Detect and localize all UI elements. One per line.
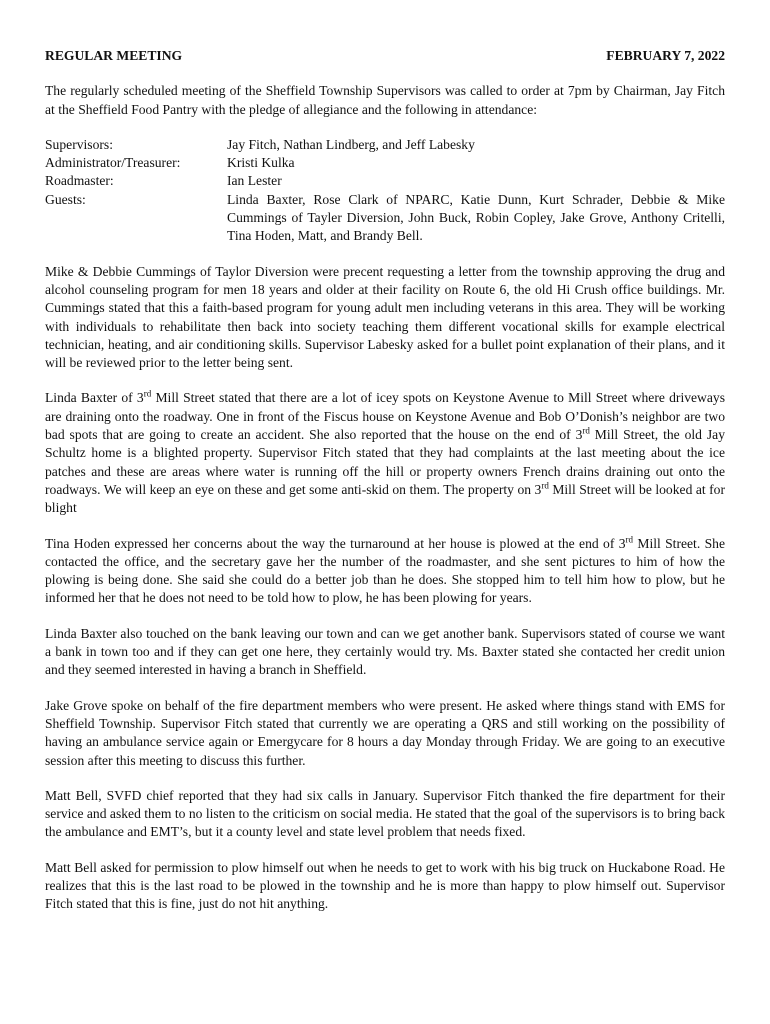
attendance-label: Supervisors:: [45, 136, 113, 152]
meeting-title: REGULAR MEETING: [45, 48, 183, 63]
attendance-list: [45, 136, 725, 246]
document-page: [45, 47, 725, 931]
ordinal-suffix: rd: [625, 534, 633, 544]
paragraph-svfd-report: Matt Bell, SVFD chief reported that they had six calls in January. Supervisor Fitch thanked the fire department for their service and asked them to no listen to the criticism on social media. He stated that the goal of the supervisors is to bring back the ambulance and EMT’s, but it a county level and state level problem that needs fixed.: [45, 787, 725, 840]
paragraph-plow-permission: Matt Bell asked for permission to plow himself out when he needs to get to work with his big truck on Huckabone Road. He realizes that this is the last road to be plowed in the township and he is more than happy to plow himself out. Supervisor Fitch stated that this is fine, just do not hit anything.: [45, 859, 725, 912]
text-segment: Mill Street stated that there are a lot of icey spots on Keystone Avenue to Mill Street where driveways are draining onto the roadway. One in front of the Fiscus house on Keystone Avenue and Bob O’Donish’s neighbor are two bad spots that are going to create an accident. She also reported that the house on the end of 3: [45, 390, 725, 443]
text-segment: Mill Street, the old Jay Schultz home is a blighted property. Supervisor Fitch stated that they had complaints at the last meeting about the ice patches and these are areas where water is running off the hill or property owners French drains draining out onto the roadways. We will keep an eye on these and get some anti-skid on them. The property on 3: [45, 427, 725, 497]
meeting-date: FEBRUARY 7, 2022: [606, 48, 725, 63]
attendance-row-supervisors: [45, 136, 725, 154]
paragraph-ems: Jake Grove spoke on behalf of the fire department members who were present. He asked where things stand with EMS for Sheffield Township. Supervisor Fitch stated that currently we are operating a QRS and still working on the possibility of having an ambulance service again or Emergycare for 8 hours a day Monday through Friday. We are going to an executive session after this meeting to discuss this further.: [45, 697, 725, 768]
attendance-label: Guests:: [45, 191, 86, 207]
attendance-row-administrator: [45, 154, 725, 172]
attendance-row-guests: [45, 191, 725, 246]
text-segment: Mill Street will be looked at for blight: [45, 481, 725, 516]
ordinal-suffix: rd: [582, 425, 590, 436]
paragraph-taylor-diversion: Mike & Debbie Cummings of Taylor Diversion were precent requesting a letter from the township approving the drug and alcohol counseling program for men 18 years and older at their facility on Route 6, the old Hi Crush office buildings. Mr. Cummings stated that this a faith-based program for young adult men including veterans in this area. They will be working with individuals to rehabilitate then back into society teaching them different vocational skills for example electrical technician, heating, and air conditioning skills. Supervisor Labesky asked for a bullet point explanation of their plans, and it will be reviewed prior to the letter being sent.: [45, 263, 725, 371]
text-segment: Mill Street. She contacted the office, and the secretary gave her the number of the roadmaster, and she sent pictures to him of how the plowing is being done. She said she could do a better job than he does. She stopped him to tell him how to plow, but he informed her that he does not need to be told how to plow, he has been plowing for years.: [45, 535, 725, 606]
paragraph-icy-spots: [45, 389, 725, 517]
intro-paragraph: The regularly scheduled meeting of the Sheffield Township Supervisors was called to order at 7pm by Chairman, Jay Fitch at the Sheffield Food Pantry with the pledge of allegiance and the following in attendance:: [45, 83, 725, 117]
attendance-label: Administrator/Treasurer:: [45, 155, 181, 171]
attendance-value: Kristi Kulka: [227, 155, 295, 171]
attendance-label: Roadmaster:: [45, 173, 114, 189]
attendance-value: Linda Baxter, Rose Clark of NPARC, Katie Dunn, Kurt Schrader, Debbie & Mike Cummings of Tayler Diversion, John Buck, Robin Copley, Jake Grove, Anthony Critelli, Tina Hoden, Matt, and Brandy Bell.: [227, 191, 725, 244]
paragraph-bank: Linda Baxter also touched on the bank leaving our town and can we get another bank. Supervisors stated of course we want a bank in town too and if they can get one here, they certainly would try. Ms. Baxter stated she contacted her credit union and they seemed interested in having a branch in Sheffield.: [45, 625, 725, 678]
attendance-value: Jay Fitch, Nathan Lindberg, and Jeff Labesky: [227, 136, 475, 152]
ordinal-suffix: rd: [541, 480, 549, 491]
document-header: [45, 47, 725, 65]
paragraph-turnaround: [45, 535, 725, 608]
text-segment: Tina Hoden expressed her concerns about the way the turnaround at her house is plowed at the end of 3: [45, 535, 626, 551]
text-segment: Linda Baxter of 3: [45, 390, 144, 406]
attendance-row-roadmaster: [45, 172, 725, 190]
ordinal-suffix: rd: [143, 388, 152, 399]
attendance-value: Ian Lester: [227, 173, 282, 189]
